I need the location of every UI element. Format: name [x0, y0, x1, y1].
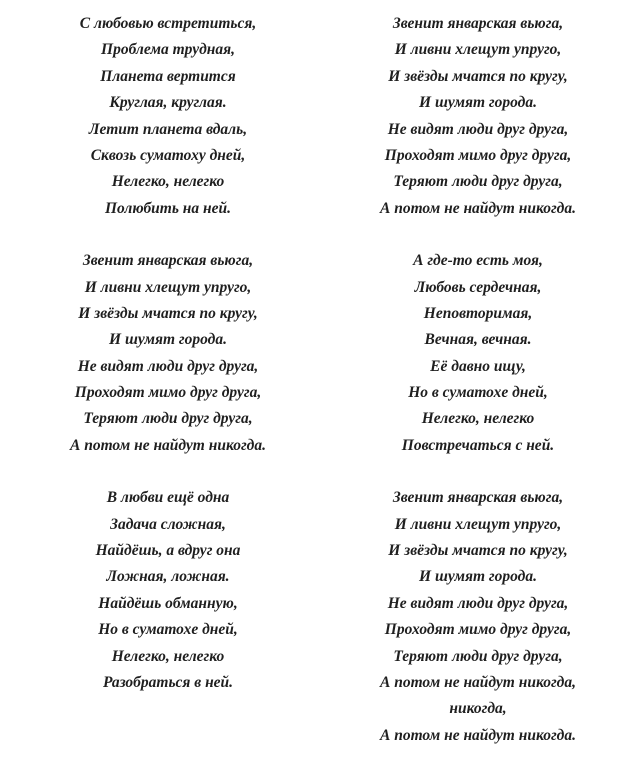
verse-line: Теряют люди друг друга, — [393, 647, 563, 665]
verse-line: А потом не найдут никогда. — [380, 199, 576, 217]
verse-line: Не видят люди друг друга, — [387, 120, 569, 138]
verse-line: Звенит январская вьюга, — [392, 15, 564, 32]
verse-line: Полюбить на ней. — [104, 199, 232, 217]
verse-line: Проблема трудная, — [101, 41, 235, 59]
verse-line: Теряют люди друг друга, — [393, 173, 563, 191]
chorus-2 — [328, 11, 628, 222]
verse-line: Разобраться в ней. — [102, 673, 234, 691]
verse-line: И звёзды мчатся по кругу, — [388, 67, 568, 85]
verse-line: Проходят мимо друг друга, — [384, 621, 572, 639]
verse-line: Не видят люди друг друга, — [387, 594, 569, 612]
verse-line: Летит планета вдаль, — [88, 120, 248, 138]
verse-line: Проходят мимо друг друга, — [384, 146, 572, 164]
verse-line: Нелегко, нелегко — [111, 647, 225, 665]
verse-line: никогда, — [449, 700, 507, 718]
verse-line: Проходят мимо друг друга, — [74, 384, 262, 402]
verse-line: В любви ещё одна — [106, 489, 230, 507]
stanza-2 — [18, 485, 318, 696]
verse-line: И ливни хлещут упруго, — [394, 41, 562, 59]
verse-line: А потом не найдут никогда. — [70, 436, 266, 454]
verse-line: С любовью встретиться, — [79, 15, 257, 32]
verse-line: И шумят города. — [419, 568, 537, 586]
verse-line: И ливни хлещут упруго, — [84, 278, 252, 296]
verse-line: И звёзды мчатся по кругу, — [388, 542, 568, 560]
verse-line: Её давно ищу, — [430, 357, 526, 375]
verse-line: А потом не найдут никогда. — [380, 726, 576, 744]
verse-line: Круглая, круглая. — [109, 94, 227, 112]
right-column — [328, 11, 628, 775]
stanza-1 — [18, 11, 318, 222]
verse-line: Не видят люди друг друга, — [77, 357, 259, 375]
verse-line: Вечная, вечная. — [424, 331, 532, 349]
verse-line: А потом не найдут никогда, — [380, 673, 576, 691]
verse-line: Звенит январская вьюга, — [392, 489, 564, 507]
verse-line: Звенит январская вьюга, — [82, 252, 254, 270]
verse-line: И ливни хлещут упруго, — [394, 515, 562, 533]
chorus-1 — [18, 248, 318, 459]
verse-line: Найдёшь, а вдруг она — [95, 542, 241, 560]
verse-line: Повстречаться с ней. — [401, 436, 555, 454]
verse-line: А где-то есть моя, — [413, 252, 543, 270]
chorus-3 — [328, 485, 628, 749]
verse-line: Теряют люди друг друга, — [83, 410, 253, 428]
verse-line: Задача сложная, — [110, 515, 226, 533]
left-column — [18, 11, 318, 722]
verse-line: Ложная, ложная. — [106, 568, 230, 586]
verse-line: Найдёшь обманную, — [98, 594, 238, 612]
stanza-3 — [328, 248, 628, 459]
verse-line: И шумят города. — [109, 331, 227, 349]
verse-line: Любовь сердечная, — [414, 278, 542, 296]
verse-line: И шумят города. — [419, 94, 537, 112]
verse-line: Сквозь суматоху дней, — [90, 146, 246, 164]
verse-line: Планета вертится — [100, 67, 236, 85]
verse-line: Нелегко, нелегко — [421, 410, 535, 428]
verse-line: Но в суматохе дней, — [408, 384, 548, 402]
verse-line: И звёзды мчатся по кругу, — [78, 304, 258, 322]
verse-line: Нелегко, нелегко — [111, 173, 225, 191]
verse-line: Неповторимая, — [423, 304, 533, 322]
verse-line: Но в суматохе дней, — [98, 621, 238, 639]
